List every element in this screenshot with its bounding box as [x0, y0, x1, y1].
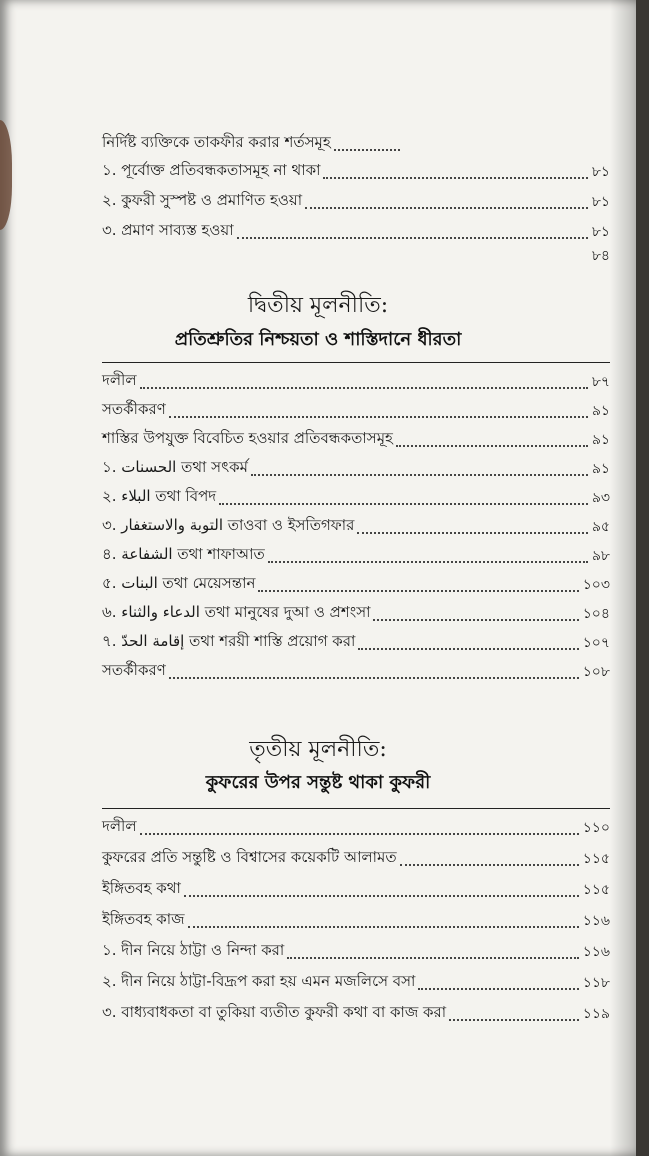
dot-leader — [184, 894, 579, 897]
section-subtitle: প্রতিশ্রুতির নিশ্চয়তা ও শাস্তিদানে ধীরতা — [174, 329, 462, 350]
dot-leader — [373, 618, 578, 621]
dot-leader — [105, 262, 588, 263]
dot-leader — [334, 148, 400, 151]
toc-label: দলীল — [102, 371, 137, 389]
dot-leader — [258, 589, 578, 592]
toc-page-number: ১১৯ — [582, 1006, 610, 1022]
toc-label: ২. দীন নিয়ে ঠাট্টা-বিদ্রূপ করা হয় এমন মজলিসে বসা — [102, 972, 416, 990]
dot-leader — [305, 206, 588, 209]
toc-page-number: ১১৫ — [582, 851, 610, 867]
toc-label: ৩. প্রমাণ সাব্যস্ত হওয়া — [102, 221, 234, 239]
toc-row — [102, 426, 610, 452]
toc-row — [102, 188, 610, 214]
toc-page-number: ৮১ — [591, 164, 610, 180]
toc-page-number: ১০৮ — [582, 664, 610, 680]
dot-leader — [418, 987, 578, 990]
dot-leader — [357, 531, 587, 534]
dot-leader — [400, 863, 579, 866]
toc-row — [102, 658, 610, 684]
dot-leader — [323, 176, 587, 179]
section-title: তৃতীয় মূলনীতি: — [249, 737, 387, 762]
dot-leader — [237, 236, 588, 239]
toc-row — [102, 845, 610, 871]
toc-page-number: ৮৭ — [591, 374, 610, 390]
dot-leader — [140, 832, 579, 835]
dot-leader — [396, 444, 588, 447]
section-title: দ্বিতীয় মূলনীতি: — [247, 293, 389, 318]
toc-row — [102, 158, 610, 184]
toc-label: ৩. বাধ্যবাধকতা বা তুকিয়া ব্যতীত কুফরী কথা বা কাজ করা — [102, 1003, 447, 1021]
toc-row — [102, 629, 610, 655]
toc-page-number: ১০৩ — [582, 577, 610, 593]
toc-page-number: ১১৮ — [582, 975, 610, 991]
dot-leader — [169, 676, 579, 679]
toc-label: নির্দিষ্ট ব্যক্তিকে তাকফীর করার শর্তসমূহ — [102, 133, 331, 151]
toc-label: ৫. البنات তথা মেয়েসন্তান — [102, 574, 256, 592]
toc-row — [102, 907, 610, 933]
toc-row — [102, 876, 610, 902]
toc-row — [102, 814, 610, 840]
toc-page-number: ১০৭ — [582, 635, 610, 651]
toc-label: ২. কুফরী সুস্পষ্ট ও প্রমাণিত হওয়া — [102, 191, 303, 209]
toc-label: ৬. الدعاء والثناء তথা মানুষের দুআ ও প্রশংসা — [102, 603, 371, 621]
toc-label: ১. পূর্বোক্ত প্রতিবন্ধকতাসমূহ না থাকা — [102, 161, 321, 179]
toc-row — [102, 455, 610, 481]
toc-page-number: ৯৮ — [591, 548, 610, 564]
dot-leader — [358, 647, 578, 650]
toc-page-number: ৮১ — [591, 224, 610, 240]
toc-label: কুফরের প্রতি সন্তুষ্টি ও বিশ্বাসের কয়েকটি আলামত — [102, 848, 397, 866]
dot-leader — [169, 415, 588, 418]
toc-row — [102, 368, 610, 394]
toc-page-number: ৯৩ — [591, 490, 610, 506]
toc-label: দলীল — [102, 817, 137, 835]
toc-page-number: ১১৫ — [582, 882, 610, 898]
toc-row — [102, 600, 610, 626]
toc-page-number: ১১৬ — [582, 944, 610, 960]
toc-page-number: ৮৪ — [591, 248, 610, 264]
toc-label: ২. البلاء তথা বিপদ — [102, 487, 217, 505]
toc-row — [102, 938, 610, 964]
toc-row — [102, 513, 610, 539]
toc-row — [102, 397, 610, 423]
toc-page-number: ৯১ — [591, 461, 610, 477]
section-subtitle: কুফরের উপর সন্তুষ্ট থাকা কুফরী — [205, 772, 431, 793]
toc-page-number: ৮১ — [591, 194, 610, 210]
toc-row — [102, 571, 610, 597]
toc-row — [102, 242, 610, 268]
dot-leader — [251, 473, 588, 476]
divider — [102, 808, 610, 809]
thumb-shadow — [0, 120, 12, 230]
toc-page-number: ১১০ — [582, 820, 610, 836]
toc-row — [102, 542, 610, 568]
toc-label: ১. দীন নিয়ে ঠাট্টা ও নিন্দা করা — [102, 941, 285, 959]
toc-page-number: ১১৬ — [582, 913, 610, 929]
toc-page-number: ৯১ — [591, 432, 610, 448]
toc-row — [102, 130, 400, 156]
toc-page-number: ৯১ — [591, 403, 610, 419]
toc-page-number: ১০৪ — [582, 606, 610, 622]
dot-leader — [140, 386, 588, 389]
divider — [102, 362, 610, 363]
toc-label: সতর্কীকরণ — [102, 661, 166, 679]
dot-leader — [188, 925, 579, 928]
toc-row — [102, 969, 610, 995]
dot-leader — [219, 502, 588, 505]
toc-label: শাস্তির উপযুক্ত বিবেচিত হওয়ার প্রতিবন্ধকতাসমূহ — [102, 429, 393, 447]
toc-label: ৭. إقامة الحدّ তথা শরয়ী শাস্তি প্রয়োগ করা — [102, 632, 356, 650]
toc-label: ৪. الشفاعة তথা শাফাআত — [102, 545, 265, 563]
toc-label: ইঙ্গিতবহ কাজ — [102, 910, 185, 928]
dot-leader — [449, 1018, 579, 1021]
toc-label: ৩. التوبة والاستغفار তাওবা ও ইসতিগফার — [102, 516, 355, 534]
toc-page-number: ৯৫ — [591, 519, 610, 535]
toc-label: ইঙ্গিতবহ কথা — [102, 879, 181, 897]
toc-row — [102, 484, 610, 510]
dot-leader — [287, 956, 578, 959]
toc-row — [102, 218, 610, 244]
toc-label: সতর্কীকরণ — [102, 400, 166, 418]
toc-label: ১. الحسنات তথা সৎকর্ম — [102, 458, 248, 476]
toc-row — [102, 1000, 610, 1026]
dot-leader — [268, 560, 588, 563]
